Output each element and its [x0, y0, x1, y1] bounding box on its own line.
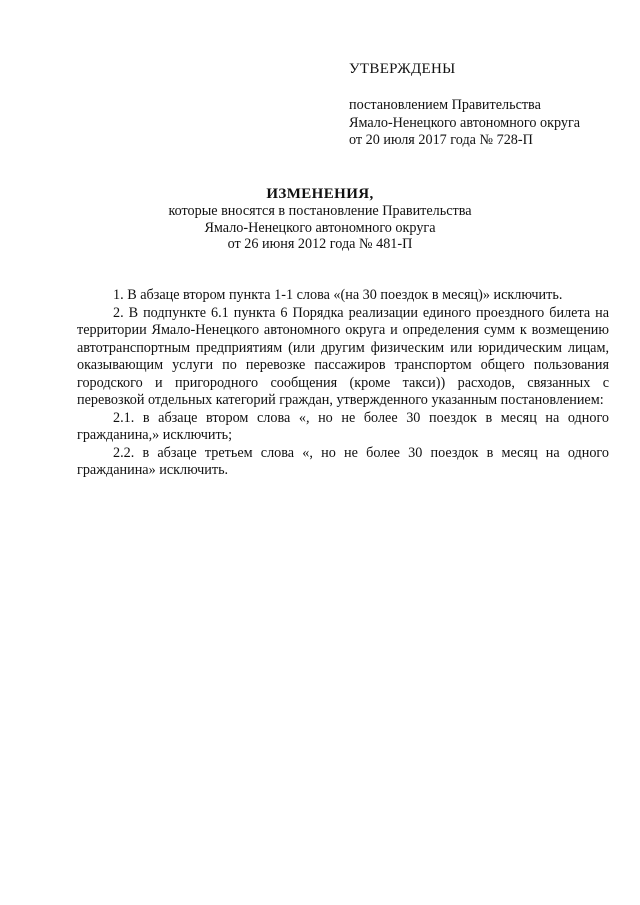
document-title-block [60, 185, 580, 253]
document-heading: ИЗМЕНЕНИЯ, [266, 186, 374, 202]
paragraph-item-1: 1. В абзаце втором пункта 1-1 слова «(на 30 поездок в месяц)» исключить. [113, 287, 563, 303]
approved-label: УТВЕРЖДЕНЫ [349, 61, 456, 77]
approval-block [349, 60, 619, 150]
approval-line-decree: постановлением Правительства [349, 97, 541, 113]
title-line-decree: которые вносятся в постановление Правительства [168, 203, 472, 219]
title-line-date-number: от 26 июня 2012 года № 481-П [227, 236, 413, 252]
title-line-region: Ямало-Ненецкого автономного округа [204, 219, 436, 236]
approval-line-date-number: от 20 июля 2017 года № 728-П [349, 132, 533, 148]
paragraph-item-2-2: 2.2. в абзаце третьем слова «, но не более 30 поездок в месяц на одного гражданина» исключить. [77, 444, 609, 478]
approval-line-region: Ямало-Ненецкого автономного округа [349, 114, 581, 131]
document-body [77, 287, 609, 480]
paragraph-item-2-1: 2.1. в абзаце втором слова «, но не более 30 поездок в месяц на одного гражданина,» исключить; [77, 409, 609, 443]
paragraph-item-2: 2. В подпункте 6.1 пункта 6 Порядка реализации единого проездного билета на территории Ямало-Ненецкого автономного округа и определения сумм к возмещению автотранспортным предприятиям (или другим физическим или юридическим лицам, оказывающим услуги по перевозке пассажиров транспортом общего пользования городского и пригородного сообщения (кроме такси)) расходов, связанных с перевозкой отдельных категорий граждан, утвержденного указанным постановлением: [77, 304, 609, 408]
